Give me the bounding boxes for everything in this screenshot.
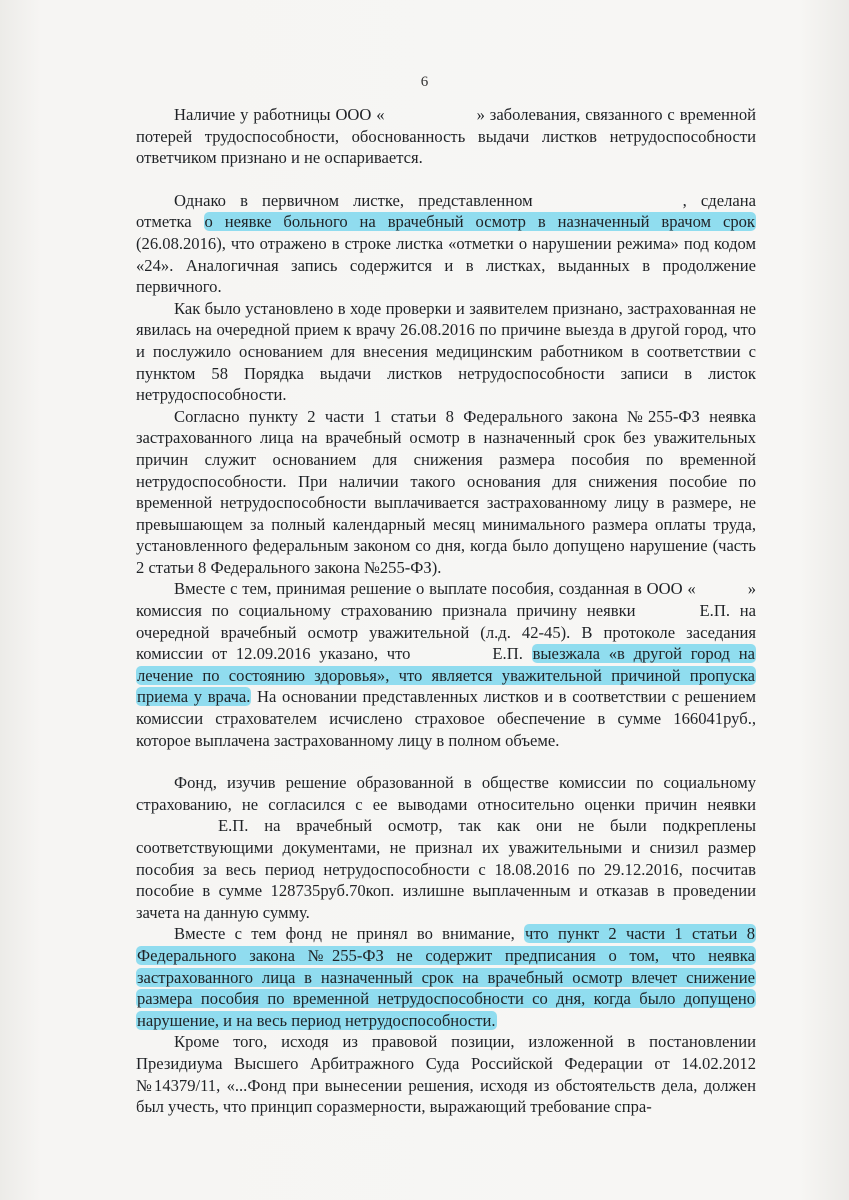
document-body: [136, 104, 756, 1118]
p2-text-c: (26.08.2016), что отражено в строке листка «отметки о нарушении режима» под кодом «24». Аналогичная запись содержится и в листках, выданных в продолжение первичного.: [136, 233, 756, 297]
p5-text-d: Е.П.: [492, 644, 532, 664]
paragraph-3: Как было установлено в ходе проверки и заявителем признано, застрахованная не явилась на очередной прием к врачу 26.08.2016 по причине выезда в другой город, что и послужило основанием для внесения медицинским работником в соответствии с пунктом 58 Порядка выдачи листков нетрудоспособности записи в листок нетрудоспособности.: [136, 298, 756, 405]
p1-text-b: » заболевания, связанного с временной потерей трудоспособности, обоснованность выдачи листков нетрудоспособности ответчиком признано и не оспаривается.: [136, 105, 756, 168]
p5-text-c: Е.П. на очередной врачебный осмотр уважительной (л.д. 42-45). В протоколе заседания комиссии от 12.09.2016 указано, что: [136, 601, 757, 664]
p1-text-a: Наличие у работницы ООО «: [174, 105, 385, 124]
paragraph-5: [136, 578, 756, 751]
highlighted-text: о неявке больного на врачебный осмотр в назначенный врачом срок: [204, 212, 755, 232]
p2-text-a: Однако в первичном листке, представленном: [174, 190, 533, 210]
paragraph-6: [136, 772, 756, 923]
paragraph-1: [136, 104, 756, 169]
p6-text-b: Е.П. на врачебный осмотр, так как они не были подкреплены соответствующими документами, не признал их уважительными и снизил размер пособия за весь период нетрудоспособности с 18.08.2016 по 29.12.2016, посчитав пособие в сумме 128735руб.70коп. излишне выплаченным и отказав в проведении зачета на данную сумму.: [136, 816, 756, 922]
p6-text-a: Фонд, изучив решение образованной в обществе комиссии по социальному страхованию, не согласился с ее выводами относительно оценки причин неявки: [136, 773, 756, 814]
page-number: 6: [420, 74, 429, 90]
p5-text-a: Вместе с тем, принимая решение о выплате пособия, созданная в ООО «: [174, 579, 696, 599]
p7-text-a: Вместе с тем фонд не принял во внимание,: [174, 924, 525, 944]
p2-text-b: , сделана отметка: [136, 190, 756, 232]
paragraph-2: [136, 190, 756, 298]
paragraph-7: [136, 923, 756, 1031]
paragraph-4: Согласно пункту 2 части 1 статьи 8 Федерального закона №255-ФЗ неявка застрахованного лица на врачебный осмотр в назначенный срок без уважительных причин служит основанием для снижения размера пособия по временной нетрудоспособности. При наличии такого основания для снижения пособие по временной нетрудоспособности выплачивается застрахованному лицу в размере, не превышающем за полный календарный месяц минимального размера оплаты труда, установленного федеральным законом со дня, когда было допущено нарушение (часть 2 статьи 8 Федерального закона №255-ФЗ).: [136, 406, 756, 577]
paragraph-8: Кроме того, исходя из правовой позиции, изложенной в постановлении Президиума Высшего Арбитражного Суда Российской Федерации от 14.02.2012 №14379/11, «...Фонд при вынесении решения, исходя из обстоятельств дела, должен был учесть, что принцип соразмерности, выражающий требование спра-: [136, 1032, 756, 1117]
p5-text-e: На основании представленных листков и в соответствии с решением комиссии страхователем исчислено страховое обеспечение в сумме 166041руб., которое выплачена застрахованному лицу в полном объеме.: [136, 687, 756, 750]
highlighted-text: выезжала «в другой город на лечение по состоянию здоровья», что является уважительной причиной пропуска приема у врача.: [137, 644, 755, 707]
p5-text-b: » комиссия по социальному страхованию признала причину неявки: [136, 579, 756, 621]
highlighted-text: что пункт 2 части 1 статьи 8 Федерального закона №255-ФЗ не содержит предписания о том, что неявка застрахованного лица в назначенный срок на врачебный осмотр влечет снижение размера пособия по временной нетрудоспособности со дня, когда было допущено нарушение, и на весь период нетрудоспособности.: [137, 924, 755, 1030]
